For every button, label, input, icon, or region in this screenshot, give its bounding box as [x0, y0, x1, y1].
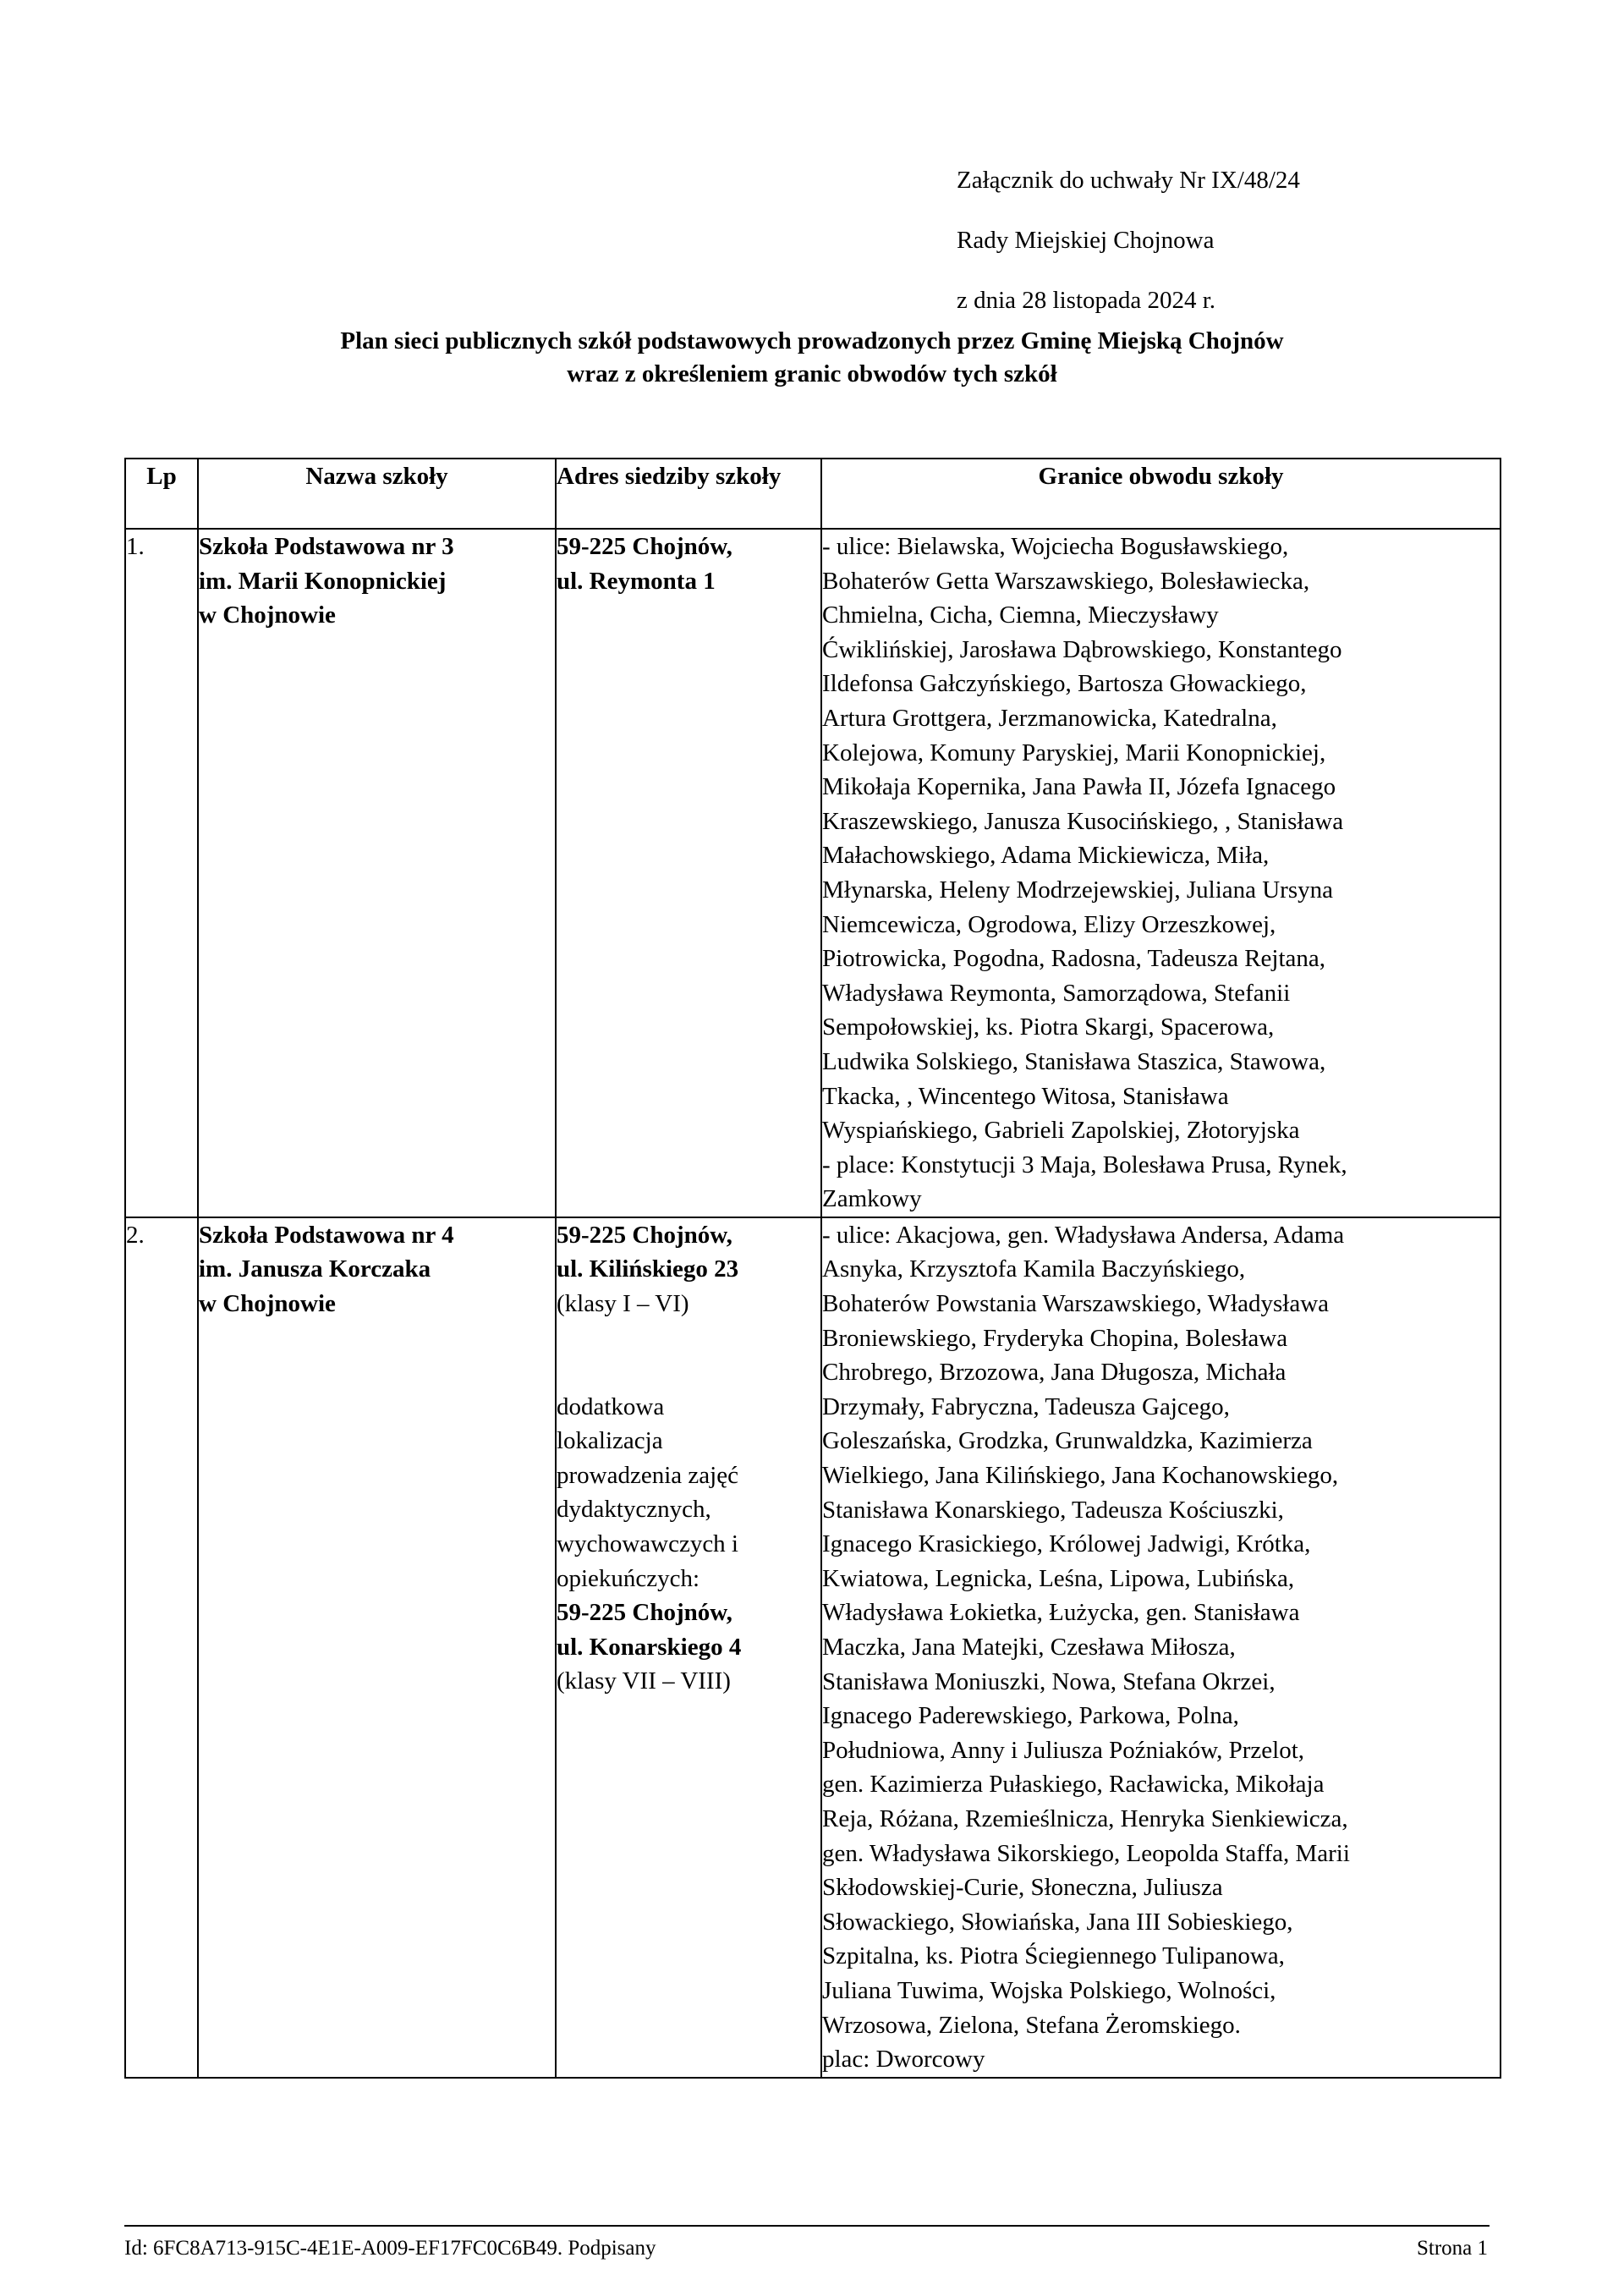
boundary-line: Władysława Reymonta, Samorządowa, Stefanii: [822, 979, 1291, 1007]
row-number: 1.: [125, 529, 198, 1217]
footer-divider: [124, 2225, 1490, 2227]
annex-line-resolution: Załącznik do uchwały Nr IX/48/24: [957, 167, 1300, 194]
boundary-line: Wrzosowa, Zielona, Stefana Żeromskiego.: [822, 2011, 1241, 2039]
document-title: [0, 325, 1624, 391]
school-boundaries: [821, 1217, 1501, 2078]
annex-line-date: z dnia 28 listopada 2024 r.: [957, 287, 1216, 314]
boundary-line: Ludwika Solskiego, Stanisława Staszica, Stawowa,: [822, 1047, 1326, 1075]
boundary-line: Kolejowa, Komuny Paryskiej, Marii Konopnickiej,: [822, 739, 1326, 766]
boundary-line: Zamkowy: [822, 1185, 922, 1213]
address-line: ul. Konarskiego 4: [557, 1633, 742, 1661]
spacer: [557, 1321, 820, 1390]
boundary-line: Ignacego Krasickiego, Królowej Jadwigi, Krótka,: [822, 1530, 1311, 1558]
schools-table: [124, 458, 1501, 2079]
boundary-line: Szpitalna, ks. Piotra Ściegiennego Tulipanowa,: [822, 1942, 1285, 1970]
boundary-line: Słowackiego, Słowiańska, Jana III Sobieskiego,: [822, 1908, 1293, 1936]
table-row: [125, 529, 1501, 1217]
title-line-1: Plan sieci publicznych szkół podstawowych prowadzonych przez Gminę Miejską Chojnów: [340, 327, 1284, 354]
school-name: Szkoła Podstawowa nr 3 im. Marii Konopnickiej w Chojnowie: [198, 529, 556, 1217]
boundary-line: Małachowskiego, Adama Mickiewicza, Miła,: [822, 842, 1270, 870]
boundary-line: Młynarska, Heleny Modrzejewskiej, Juliana Ursyna: [822, 876, 1334, 904]
boundary-line: Tkacka, , Wincentego Witosa, Stanisława: [822, 1082, 1229, 1110]
boundary-line: Juliana Tuwima, Wojska Polskiego, Wolności,: [822, 1976, 1276, 2004]
school-address: [556, 1217, 821, 2078]
document-id: Id: 6FC8A713-915C-4E1E-A009-EF17FC0C6B49. Podpisany: [124, 2237, 656, 2260]
boundary-line: Kwiatowa, Legnicka, Leśna, Lipowa, Lubińska,: [822, 1564, 1295, 1592]
boundary-line: Broniewskiego, Fryderyka Chopina, Bolesława: [822, 1324, 1288, 1352]
boundary-line: Ignacego Paderewskiego, Parkowa, Polna,: [822, 1702, 1239, 1730]
address-line: ul. Kilińskiego 23: [557, 1255, 739, 1283]
address-note-line: lokalizacja: [557, 1427, 663, 1455]
boundary-line: Władysława Łokietka, Łużycka, gen. Stanisława: [822, 1599, 1300, 1627]
boundary-line: gen. Kazimierza Pułaskiego, Racławicka, Mikołaja: [822, 1771, 1325, 1799]
boundary-line: Chrobrego, Brzozowa, Jana Długosza, Michała: [822, 1359, 1287, 1387]
boundary-line: Stanisława Moniuszki, Nowa, Stefana Okrzei,: [822, 1667, 1276, 1695]
header-lp: Lp: [125, 459, 198, 529]
boundary-line: Kraszewskiego, Janusza Kusocińskiego, , Stanisława: [822, 807, 1344, 835]
boundary-line: Bohaterów Powstania Warszawskiego, Władysława: [822, 1290, 1330, 1318]
school-name: Szkoła Podstawowa nr 4 im. Janusza Korczaka w Chojnowie: [198, 1217, 556, 2078]
address-note-line: wychowawczych i: [557, 1530, 738, 1558]
boundary-line: Chmielna, Cicha, Ciemna, Mieczysławy: [822, 601, 1219, 629]
boundary-line: Piotrowicka, Pogodna, Radosna, Tadeusza Rejtana,: [822, 945, 1326, 973]
school-address: [556, 529, 821, 1217]
address-line: ul. Reymonta 1: [557, 567, 716, 595]
boundary-line: Maczka, Jana Matejki, Czesława Miłosza,: [822, 1634, 1236, 1661]
boundary-line: Reja, Różana, Rzemieślnicza, Henryka Sienkiewicza,: [822, 1804, 1348, 1832]
boundary-line: Skłodowskiej-Curie, Słoneczna, Juliusza: [822, 1874, 1223, 1902]
boundary-line: Bohaterów Getta Warszawskiego, Bolesławiecka,: [822, 567, 1310, 595]
boundary-line: - ulice: Akacjowa, gen. Władysława Andersa, Adama: [822, 1221, 1345, 1249]
boundary-line: - ulice: Bielawska, Wojciecha Bogusławskiego,: [822, 533, 1289, 560]
boundary-line: plac: Dworcowy: [822, 2046, 985, 2074]
address-note-line: dydaktycznych,: [557, 1496, 711, 1524]
address-line: 59-225 Chojnów,: [557, 533, 732, 560]
annex-line-council: Rady Miejskiej Chojnowa: [957, 227, 1215, 254]
annex-header: [957, 151, 1300, 331]
boundary-line: Goleszańska, Grodzka, Grunwaldzka, Kazimierza: [822, 1427, 1313, 1455]
boundary-line: Ildefonsa Gałczyńskiego, Bartosza Głowackiego,: [822, 670, 1307, 698]
boundary-line: - place: Konstytucji 3 Maja, Bolesława Prusa, Rynek,: [822, 1151, 1347, 1178]
header-boundaries: Granice obwodu szkoły: [821, 459, 1501, 529]
row-number: 2.: [125, 1217, 198, 2078]
boundary-line: Niemcewicza, Ogrodowa, Elizy Orzeszkowej,: [822, 910, 1276, 938]
boundary-line: Wielkiego, Jana Kilińskiego, Jana Kochanowskiego,: [822, 1462, 1339, 1490]
address-note-line: opiekuńczych:: [557, 1564, 700, 1592]
address-note-line: dodatkowa: [557, 1392, 665, 1420]
boundary-line: Ćwiklińskiej, Jarosława Dąbrowskiego, Konstantego: [822, 635, 1342, 663]
boundary-line: gen. Władysława Sikorskiego, Leopolda Staffa, Marii: [822, 1839, 1350, 1867]
table-header-row: [125, 459, 1501, 529]
boundary-line: Południowa, Anny i Juliusza Poźniaków, Przelot,: [822, 1736, 1305, 1764]
header-address: Adres siedziby szkoły: [556, 459, 821, 529]
boundary-line: Artura Grottgera, Jerzmanowicka, Katedralna,: [822, 704, 1277, 732]
header-school-name: Nazwa szkoły: [198, 459, 556, 529]
address-note-line: prowadzenia zajęć: [557, 1461, 738, 1489]
school-boundaries: [821, 529, 1501, 1217]
boundary-line: Mikołaja Kopernika, Jana Pawła II, Józefa Ignacego: [822, 773, 1336, 801]
title-line-2: wraz z określeniem granic obwodów tych szkół: [567, 360, 1057, 387]
page-number: Strona 1: [1416, 2237, 1488, 2260]
boundary-line: Wyspiańskiego, Gabrieli Zapolskiej, Złotoryjska: [822, 1117, 1300, 1145]
address-line: (klasy VII – VIII): [557, 1667, 731, 1695]
boundary-line: Sempołowskiej, ks. Piotra Skargi, Spacerowa,: [822, 1013, 1275, 1041]
address-line: 59-225 Chojnów,: [557, 1221, 732, 1249]
boundary-line: Asnyka, Krzysztofa Kamila Baczyńskiego,: [822, 1255, 1246, 1283]
boundary-line: Drzymały, Fabryczna, Tadeusza Gajcego,: [822, 1392, 1230, 1420]
table-row: [125, 1217, 1501, 2078]
address-line: 59-225 Chojnów,: [557, 1599, 732, 1627]
boundary-line: Stanisława Konarskiego, Tadeusza Kościuszki,: [822, 1496, 1284, 1524]
address-line: (klasy I – VI): [557, 1290, 689, 1318]
